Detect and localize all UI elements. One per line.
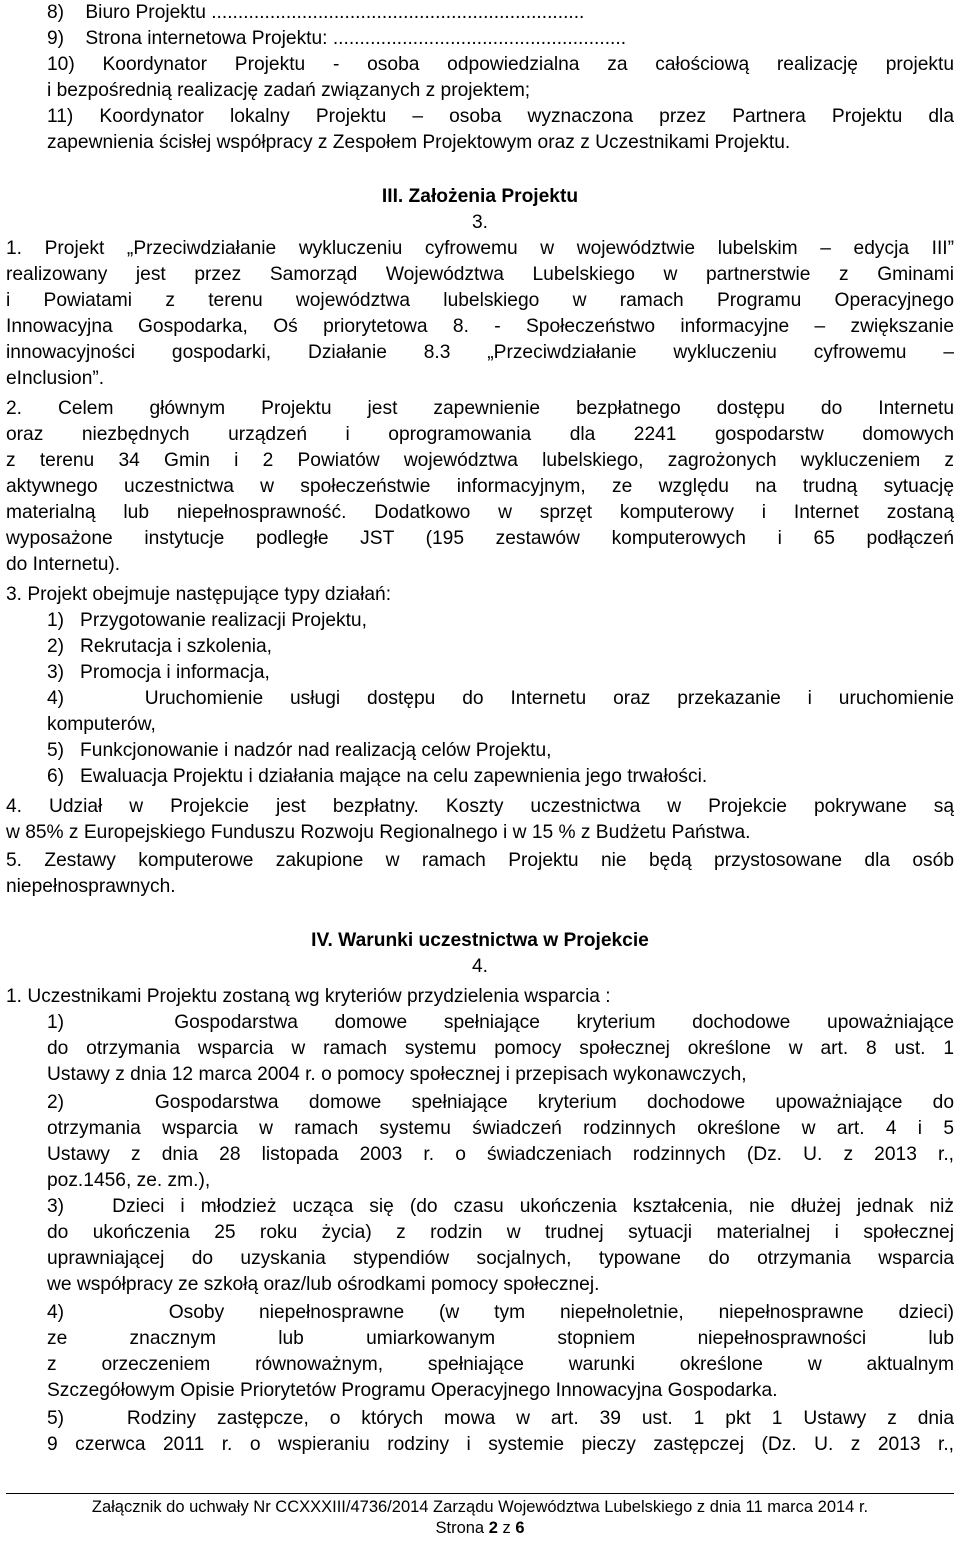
text-line: 1. Projekt „Przeciwdziałanie wykluczeniu cyfrowemu w województwie lubelskim – edycja III” <box>6 238 954 259</box>
text-line: eInclusion”. <box>6 368 105 389</box>
text-line: 3. Projekt obejmuje następujące typy działań: <box>6 584 392 605</box>
text-line: 5. Zestawy komputerowe zakupione w ramach Projektu nie będą przystosowane dla osób <box>6 850 954 871</box>
text-line: oraz niezbędnych urządzeń i oprogramowania dla 2241 gospodarstw domowych <box>6 424 954 445</box>
section-heading: III. Założenia Projektu <box>381 186 579 207</box>
page-separator: z <box>497 1519 516 1537</box>
text-line: niepełnosprawnych. <box>6 876 176 897</box>
list-item: z orzeczeniem równoważnym, spełniające warunki określone w aktualnym <box>47 1354 954 1375</box>
footer-divider <box>6 1493 954 1494</box>
paragraph-marker: 3. <box>471 212 488 233</box>
list-item: 2) Gospodarstwa domowe spełniające kryterium dochodowe upoważniające do <box>47 1092 954 1113</box>
text-line: i bezpośrednią realizację zadań związanych z projektem; <box>47 80 531 101</box>
list-item: Ustawy z dnia 12 marca 2004 r. o pomocy społecznej i przepisach wykonawczych, <box>47 1064 747 1085</box>
text-line: 9) Strona internetowa Projektu: ....................................................... <box>47 28 627 49</box>
text-line: innowacyjności gospodarki, Działanie 8.3 „Przeciwdziałanie wykluczeniu cyfrowemu – <box>6 342 954 363</box>
list-item: otrzymania wsparcia w ramach systemu świadczeń rodzinnych określone w art. 4 i 5 <box>47 1118 954 1139</box>
page-label: Strona <box>435 1519 489 1537</box>
list-item: do otrzymania wsparcia w ramach systemu pomocy społecznej określone w art. 8 ust. 1 <box>47 1038 954 1059</box>
text-line: do Internetu). <box>6 554 121 575</box>
page-number <box>0 1518 960 1538</box>
text-line: materialną lub niepełnosprawność. Dodatkowo w sprzęt komputerowy i Internet zostaną <box>6 502 954 523</box>
list-item: 9 czerwca 2011 r. o wspieraniu rodziny i systemie pieczy zastępczej (Dz. U. z 2013 r., <box>47 1434 954 1455</box>
text-line: w 85% z Europejskiego Funduszu Rozwoju Regionalnego i w 15 % z Budżetu Państwa. <box>6 822 751 843</box>
paragraph-marker: 4. <box>471 956 488 977</box>
list-item: 3) Dzieci i młodzież ucząca się (do czasu ukończenia kształcenia, nie dłużej jednak niż <box>47 1196 954 1217</box>
list-item: poz.1456, ze. zm.), <box>47 1170 211 1191</box>
list-item: do ukończenia 25 roku życia) z rodzin w trudnej sytuacji materialnej i społecznej <box>47 1222 954 1243</box>
text-line: 8) Biuro Projektu ...................................................................... <box>47 2 585 23</box>
list-item: Szczegółowym Opisie Priorytetów Programu Operacyjnego Innowacyjna Gospodarka. <box>47 1380 778 1401</box>
list-item: 1) Przygotowanie realizacji Projektu, <box>47 610 367 631</box>
text-line: 11) Koordynator lokalny Projektu – osoba wyznaczona przez Partnera Projektu dla <box>47 106 954 127</box>
text-line: zapewnienia ścisłej współpracy z Zespołem Projektowym oraz z Uczestnikami Projektu. <box>47 132 791 153</box>
text-line: i Powiatami z terenu województwa lubelskiego w ramach Programu Operacyjnego <box>6 290 954 311</box>
list-item: 5) Rodziny zastępcze, o których mowa w art. 39 ust. 1 pkt 1 Ustawy z dnia <box>47 1408 954 1429</box>
text-line: wyposażone instytucje podległe JST (195 zestawów komputerowych i 65 podłączeń <box>6 528 954 549</box>
list-item: 3) Promocja i informacja, <box>47 662 270 683</box>
footer-attachment: Załącznik do uchwały Nr CCXXXIII/4736/2014 Zarządu Województwa Lubelskiego z dnia 11 marca 2014 r. <box>91 1498 869 1516</box>
list-item: 5) Funkcjonowanie i nadzór nad realizacją celów Projektu, <box>47 740 552 761</box>
text-line: Innowacyjna Gospodarka, Oś priorytetowa 8. - Społeczeństwo informacyjne – zwiększanie <box>6 316 954 337</box>
text-line: 4. Udział w Projekcie jest bezpłatny. Koszty uczestnictwa w Projekcie pokrywane są <box>6 796 954 817</box>
list-item: ze znacznym lub umiarkowanym stopniem niepełnosprawności lub <box>47 1328 954 1349</box>
list-item: we współpracy ze szkołą oraz/lub ośrodkami pomocy społecznej. <box>47 1274 600 1295</box>
text-line: 1. Uczestnikami Projektu zostaną wg kryteriów przydzielenia wsparcia : <box>6 986 611 1007</box>
list-item: 6) Ewaluacja Projektu i działania mające na celu zapewnienia jego trwałości. <box>47 766 708 787</box>
list-item: 4) Uruchomienie usługi dostępu do Internetu oraz przekazanie i uruchomienie <box>47 688 954 709</box>
text-line: 2. Celem głównym Projektu jest zapewnienie bezpłatnego dostępu do Internetu <box>6 398 954 419</box>
text-line: z terenu 34 Gmin i 2 Powiatów województwa lubelskiego, zagrożonych wykluczeniem z <box>6 450 954 471</box>
page-current: 2 <box>488 1519 498 1537</box>
list-item: komputerów, <box>47 714 156 735</box>
list-item: 1) Gospodarstwa domowe spełniające kryterium dochodowe upoważniające <box>47 1012 954 1033</box>
list-item: uprawniającej do uzyskania stypendiów socjalnych, typowane do otrzymania wsparcia <box>47 1248 954 1269</box>
text-line: 10) Koordynator Projektu - osoba odpowiedzialna za całościową realizację projektu <box>47 54 954 75</box>
text-line: realizowany jest przez Samorząd Województwa Lubelskiego w partnerstwie z Gminami <box>6 264 954 285</box>
section-heading: IV. Warunki uczestnictwa w Projekcie <box>311 930 649 951</box>
list-item: 4) Osoby niepełnosprawne (w tym niepełnoletnie, niepełnosprawne dzieci) <box>47 1302 954 1323</box>
page-total: 6 <box>515 1519 525 1537</box>
list-item: Ustawy z dnia 28 listopada 2003 r. o świadczeniach rodzinnych (Dz. U. z 2013 r., <box>47 1144 954 1165</box>
text-line: aktywnego uczestnictwa w społeczeństwie informacyjnym, ze względu na trudną sytuację <box>6 476 954 497</box>
list-item: 2) Rekrutacja i szkolenia, <box>47 636 273 657</box>
